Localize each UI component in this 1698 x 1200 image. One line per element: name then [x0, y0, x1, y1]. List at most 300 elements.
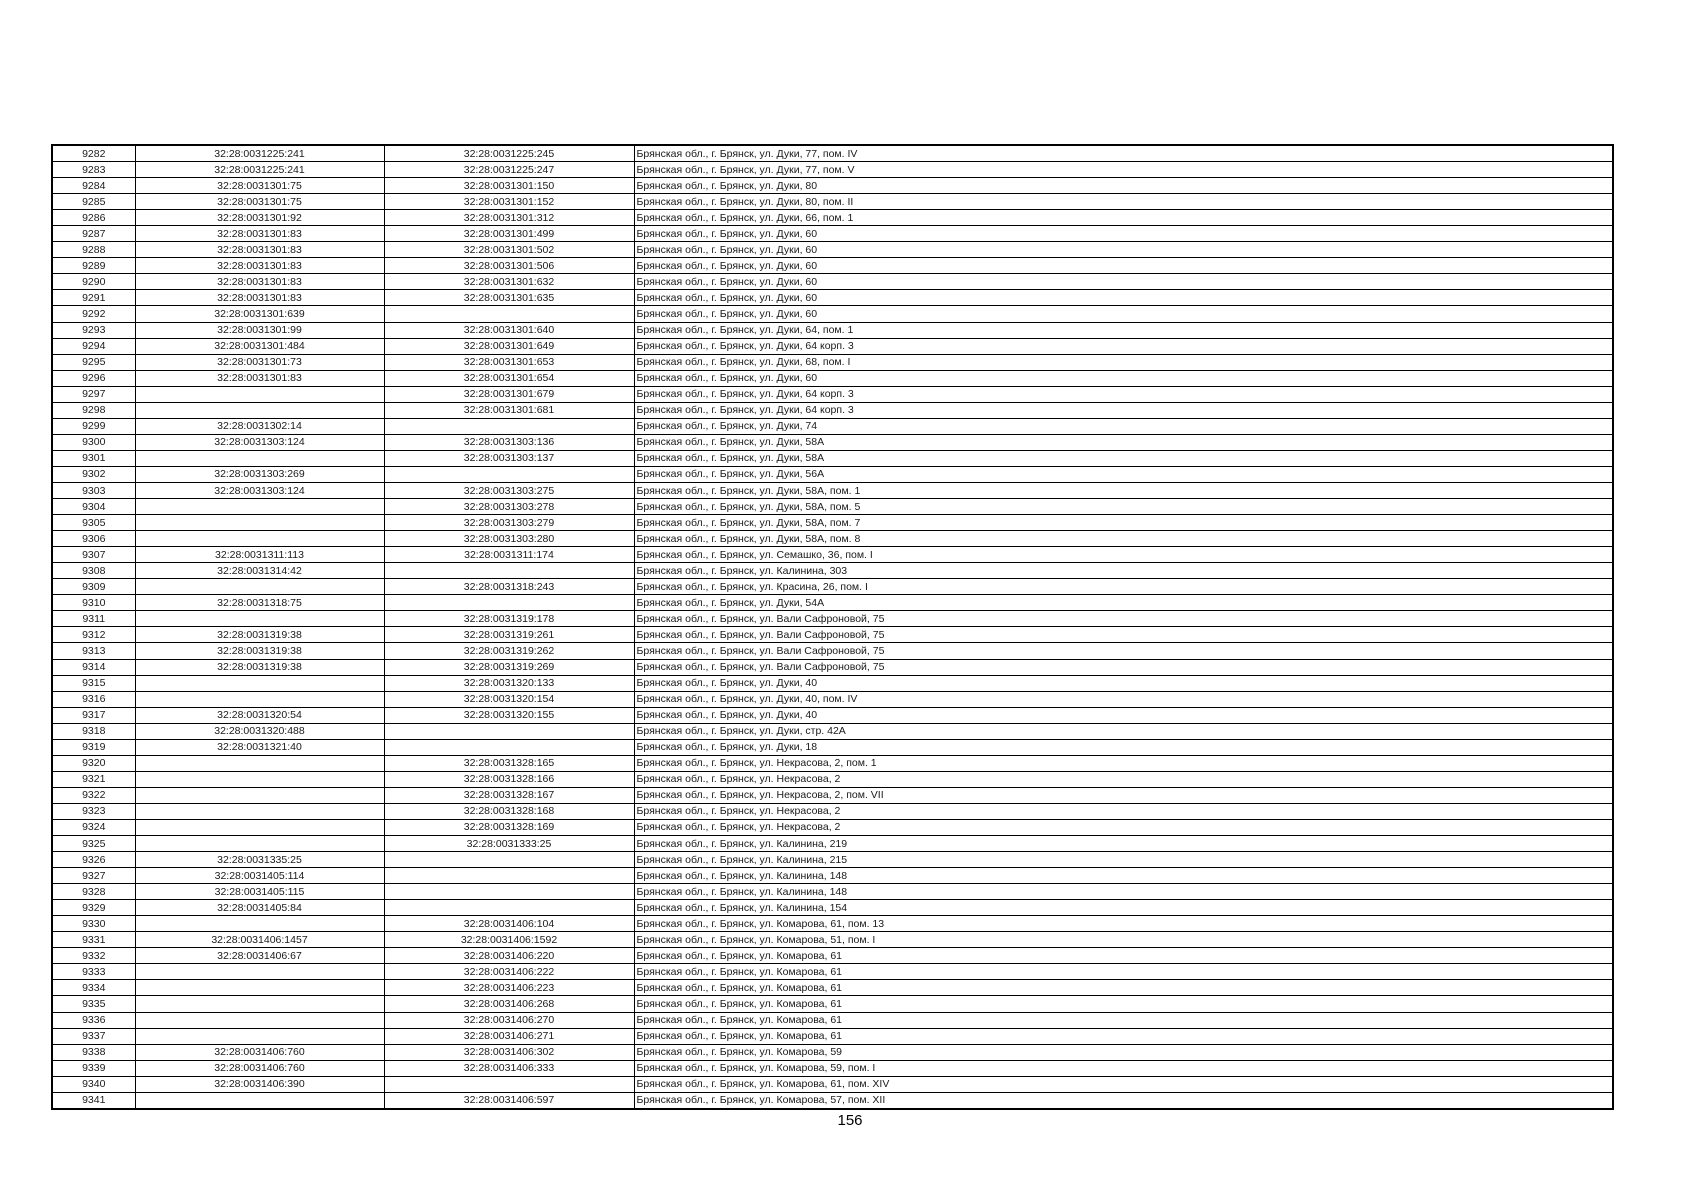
- table-row: [52, 274, 1613, 290]
- cadastral-number-cell: 32:28:0031303:124: [135, 434, 384, 450]
- address-cell: Брянская обл., г. Брянск, ул. Комарова, 61: [634, 996, 1613, 1012]
- cadastral-number-cell: [135, 691, 384, 707]
- address-cell: Брянская обл., г. Брянск, ул. Дуки, 60: [634, 258, 1613, 274]
- table-row: [52, 948, 1613, 964]
- premises-cadastral-number-cell: 32:28:0031311:174: [384, 547, 634, 563]
- row-number-cell: 9315: [52, 675, 135, 691]
- table-row: [52, 450, 1613, 466]
- premises-cadastral-number-cell: 32:28:0031303:279: [384, 515, 634, 531]
- address-cell: Брянская обл., г. Брянск, ул. Комарова, 61: [634, 1012, 1613, 1028]
- premises-cadastral-number-cell: 32:28:0031303:275: [384, 482, 634, 498]
- table-row: [52, 980, 1613, 996]
- row-number-cell: 9299: [52, 418, 135, 434]
- address-cell: Брянская обл., г. Брянск, ул. Комарова, 61: [634, 948, 1613, 964]
- address-cell: Брянская обл., г. Брянск, ул. Дуки, 18: [634, 739, 1613, 755]
- address-cell: Брянская обл., г. Брянск, ул. Дуки, 66, пом. 1: [634, 210, 1613, 226]
- table-row: [52, 226, 1613, 242]
- row-number-cell: 9316: [52, 691, 135, 707]
- cadastral-number-cell: 32:28:0031225:241: [135, 162, 384, 178]
- premises-cadastral-number-cell: 32:28:0031301:502: [384, 242, 634, 258]
- premises-cadastral-number-cell: [384, 900, 634, 916]
- premises-cadastral-number-cell: 32:28:0031320:154: [384, 691, 634, 707]
- row-number-cell: 9308: [52, 563, 135, 579]
- row-number-cell: 9285: [52, 194, 135, 210]
- cadastral-number-cell: [135, 1092, 384, 1109]
- premises-cadastral-number-cell: 32:28:0031406:597: [384, 1092, 634, 1109]
- cadastral-number-cell: [135, 836, 384, 852]
- premises-cadastral-number-cell: 32:28:0031225:245: [384, 145, 634, 162]
- premises-cadastral-number-cell: 32:28:0031319:261: [384, 627, 634, 643]
- address-cell: Брянская обл., г. Брянск, ул. Дуки, 60: [634, 274, 1613, 290]
- row-number-cell: 9296: [52, 370, 135, 386]
- cadastral-number-cell: 32:28:0031301:75: [135, 194, 384, 210]
- address-cell: Брянская обл., г. Брянск, ул. Комарова, 61: [634, 980, 1613, 996]
- cadastral-number-cell: 32:28:0031319:38: [135, 659, 384, 675]
- row-number-cell: 9309: [52, 579, 135, 595]
- address-cell: Брянская обл., г. Брянск, ул. Некрасова, 2, пом. 1: [634, 755, 1613, 771]
- address-cell: Брянская обл., г. Брянск, ул. Некрасова, 2, пом. VII: [634, 787, 1613, 803]
- premises-cadastral-number-cell: 32:28:0031406:104: [384, 916, 634, 932]
- cadastral-number-cell: 32:28:0031406:1457: [135, 932, 384, 948]
- premises-cadastral-number-cell: [384, 595, 634, 611]
- premises-cadastral-number-cell: 32:28:0031301:632: [384, 274, 634, 290]
- row-number-cell: 9305: [52, 515, 135, 531]
- table-row: [52, 771, 1613, 787]
- row-number-cell: 9290: [52, 274, 135, 290]
- table-row: [52, 1076, 1613, 1092]
- cadastral-number-cell: 32:28:0031301:83: [135, 258, 384, 274]
- address-cell: Брянская обл., г. Брянск, ул. Комарова, 61, пом. XIV: [634, 1076, 1613, 1092]
- row-number-cell: 9340: [52, 1076, 135, 1092]
- cadastral-number-cell: 32:28:0031320:488: [135, 723, 384, 739]
- premises-cadastral-number-cell: [384, 739, 634, 755]
- premises-cadastral-number-cell: 32:28:0031328:166: [384, 771, 634, 787]
- premises-cadastral-number-cell: 32:28:0031301:640: [384, 322, 634, 338]
- table-row: [52, 563, 1613, 579]
- table-row: [52, 338, 1613, 354]
- row-number-cell: 9302: [52, 466, 135, 482]
- address-cell: Брянская обл., г. Брянск, ул. Некрасова, 2: [634, 803, 1613, 819]
- table-row: [52, 290, 1613, 306]
- premises-cadastral-number-cell: 32:28:0031406:271: [384, 1028, 634, 1044]
- row-number-cell: 9291: [52, 290, 135, 306]
- row-number-cell: 9318: [52, 723, 135, 739]
- cadastral-number-cell: 32:28:0031335:25: [135, 852, 384, 868]
- premises-cadastral-number-cell: [384, 466, 634, 482]
- row-number-cell: 9289: [52, 258, 135, 274]
- table-row: [52, 242, 1613, 258]
- table-row: [52, 836, 1613, 852]
- table-row: [52, 900, 1613, 916]
- premises-cadastral-number-cell: 32:28:0031301:150: [384, 178, 634, 194]
- table-row: [52, 258, 1613, 274]
- row-number-cell: 9298: [52, 402, 135, 418]
- cadastral-number-cell: 32:28:0031311:113: [135, 547, 384, 563]
- address-cell: Брянская обл., г. Брянск, ул. Дуки, 60: [634, 306, 1613, 322]
- premises-cadastral-number-cell: 32:28:0031303:137: [384, 450, 634, 466]
- row-number-cell: 9287: [52, 226, 135, 242]
- table-row: [52, 482, 1613, 498]
- premises-cadastral-number-cell: 32:28:0031301:654: [384, 370, 634, 386]
- row-number-cell: 9339: [52, 1060, 135, 1076]
- table-row: [52, 418, 1613, 434]
- cadastral-number-cell: 32:28:0031302:14: [135, 418, 384, 434]
- table-row: [52, 739, 1613, 755]
- premises-cadastral-number-cell: 32:28:0031303:278: [384, 499, 634, 515]
- address-cell: Брянская обл., г. Брянск, ул. Вали Сафроновой, 75: [634, 659, 1613, 675]
- premises-cadastral-number-cell: 32:28:0031328:169: [384, 819, 634, 835]
- row-number-cell: 9301: [52, 450, 135, 466]
- address-cell: Брянская обл., г. Брянск, ул. Калинина, 148: [634, 868, 1613, 884]
- address-cell: Брянская обл., г. Брянск, ул. Вали Сафроновой, 75: [634, 611, 1613, 627]
- premises-cadastral-number-cell: 32:28:0031328:167: [384, 787, 634, 803]
- row-number-cell: 9283: [52, 162, 135, 178]
- premises-cadastral-number-cell: [384, 868, 634, 884]
- cadastral-number-cell: 32:28:0031301:83: [135, 370, 384, 386]
- premises-cadastral-number-cell: 32:28:0031225:247: [384, 162, 634, 178]
- cadastral-number-cell: [135, 386, 384, 402]
- row-number-cell: 9325: [52, 836, 135, 852]
- row-number-cell: 9338: [52, 1044, 135, 1060]
- address-cell: Брянская обл., г. Брянск, ул. Дуки, 58А, пом. 1: [634, 482, 1613, 498]
- premises-cadastral-number-cell: 32:28:0031320:155: [384, 707, 634, 723]
- cadastral-number-cell: [135, 980, 384, 996]
- table-row: [52, 402, 1613, 418]
- premises-cadastral-number-cell: 32:28:0031301:635: [384, 290, 634, 306]
- cadastral-number-cell: [135, 531, 384, 547]
- cadastral-number-cell: 32:28:0031303:269: [135, 466, 384, 482]
- cadastral-number-cell: [135, 1028, 384, 1044]
- table-row: [52, 162, 1613, 178]
- address-cell: Брянская обл., г. Брянск, ул. Калинина, 154: [634, 900, 1613, 916]
- row-number-cell: 9314: [52, 659, 135, 675]
- table-row: [52, 787, 1613, 803]
- premises-cadastral-number-cell: [384, 852, 634, 868]
- row-number-cell: 9327: [52, 868, 135, 884]
- row-number-cell: 9304: [52, 499, 135, 515]
- cadastral-number-cell: [135, 402, 384, 418]
- address-cell: Брянская обл., г. Брянск, ул. Дуки, стр. 42А: [634, 723, 1613, 739]
- cadastral-number-cell: 32:28:0031321:40: [135, 739, 384, 755]
- row-number-cell: 9293: [52, 322, 135, 338]
- address-cell: Брянская обл., г. Брянск, ул. Некрасова, 2: [634, 771, 1613, 787]
- table-row: [52, 707, 1613, 723]
- address-cell: Брянская обл., г. Брянск, ул. Комарова, 61: [634, 1028, 1613, 1044]
- table-row: [52, 916, 1613, 932]
- row-number-cell: 9324: [52, 819, 135, 835]
- premises-cadastral-number-cell: 32:28:0031318:243: [384, 579, 634, 595]
- row-number-cell: 9330: [52, 916, 135, 932]
- table-row: [52, 627, 1613, 643]
- cadastral-number-cell: 32:28:0031405:114: [135, 868, 384, 884]
- premises-cadastral-number-cell: 32:28:0031406:220: [384, 948, 634, 964]
- premises-cadastral-number-cell: [384, 563, 634, 579]
- row-number-cell: 9331: [52, 932, 135, 948]
- row-number-cell: 9312: [52, 627, 135, 643]
- table-row: [52, 547, 1613, 563]
- cadastral-number-cell: 32:28:0031319:38: [135, 627, 384, 643]
- table-row: [52, 386, 1613, 402]
- row-number-cell: 9332: [52, 948, 135, 964]
- cadastral-number-cell: [135, 755, 384, 771]
- table-row: [52, 515, 1613, 531]
- row-number-cell: 9317: [52, 707, 135, 723]
- premises-cadastral-number-cell: 32:28:0031319:262: [384, 643, 634, 659]
- cadastral-number-cell: [135, 579, 384, 595]
- address-cell: Брянская обл., г. Брянск, ул. Дуки, 77, пом. IV: [634, 145, 1613, 162]
- premises-cadastral-number-cell: 32:28:0031319:178: [384, 611, 634, 627]
- cadastral-number-cell: [135, 819, 384, 835]
- cadastral-number-cell: 32:28:0031406:760: [135, 1060, 384, 1076]
- address-cell: Брянская обл., г. Брянск, ул. Дуки, 58А: [634, 450, 1613, 466]
- row-number-cell: 9300: [52, 434, 135, 450]
- address-cell: Брянская обл., г. Брянск, ул. Дуки, 40: [634, 707, 1613, 723]
- cadastral-number-cell: 32:28:0031301:75: [135, 178, 384, 194]
- premises-cadastral-number-cell: 32:28:0031301:679: [384, 386, 634, 402]
- table-row: [52, 964, 1613, 980]
- premises-cadastral-number-cell: [384, 884, 634, 900]
- address-cell: Брянская обл., г. Брянск, ул. Дуки, 60: [634, 242, 1613, 258]
- page-number: 156: [837, 1112, 863, 1129]
- table-row: [52, 178, 1613, 194]
- premises-cadastral-number-cell: 32:28:0031301:152: [384, 194, 634, 210]
- premises-cadastral-number-cell: 32:28:0031406:1592: [384, 932, 634, 948]
- premises-cadastral-number-cell: [384, 723, 634, 739]
- premises-cadastral-number-cell: 32:28:0031301:681: [384, 402, 634, 418]
- premises-cadastral-number-cell: 32:28:0031406:268: [384, 996, 634, 1012]
- cadastral-number-cell: [135, 1012, 384, 1028]
- cadastral-number-cell: 32:28:0031301:484: [135, 338, 384, 354]
- row-number-cell: 9322: [52, 787, 135, 803]
- registry-table: [51, 144, 1614, 1110]
- premises-cadastral-number-cell: 32:28:0031319:269: [384, 659, 634, 675]
- row-number-cell: 9321: [52, 771, 135, 787]
- cadastral-number-cell: [135, 787, 384, 803]
- address-cell: Брянская обл., г. Брянск, ул. Дуки, 60: [634, 370, 1613, 386]
- cadastral-number-cell: 32:28:0031301:83: [135, 242, 384, 258]
- cadastral-number-cell: 32:28:0031405:115: [135, 884, 384, 900]
- registry-table-body: [52, 145, 1613, 1109]
- premises-cadastral-number-cell: 32:28:0031406:270: [384, 1012, 634, 1028]
- address-cell: Брянская обл., г. Брянск, ул. Дуки, 74: [634, 418, 1613, 434]
- premises-cadastral-number-cell: 32:28:0031301:312: [384, 210, 634, 226]
- table-row: [52, 659, 1613, 675]
- table-row: [52, 675, 1613, 691]
- cadastral-number-cell: 32:28:0031225:241: [135, 145, 384, 162]
- address-cell: Брянская обл., г. Брянск, ул. Дуки, 60: [634, 290, 1613, 306]
- row-number-cell: 9320: [52, 755, 135, 771]
- table-row: [52, 1092, 1613, 1109]
- premises-cadastral-number-cell: 32:28:0031301:653: [384, 354, 634, 370]
- row-number-cell: 9306: [52, 531, 135, 547]
- cadastral-number-cell: [135, 916, 384, 932]
- cadastral-number-cell: 32:28:0031318:75: [135, 595, 384, 611]
- row-number-cell: 9335: [52, 996, 135, 1012]
- cadastral-number-cell: [135, 499, 384, 515]
- table-row: [52, 595, 1613, 611]
- address-cell: Брянская обл., г. Брянск, ул. Дуки, 60: [634, 226, 1613, 242]
- address-cell: Брянская обл., г. Брянск, ул. Калинина, 148: [634, 884, 1613, 900]
- cadastral-number-cell: 32:28:0031301:92: [135, 210, 384, 226]
- premises-cadastral-number-cell: 32:28:0031301:649: [384, 338, 634, 354]
- address-cell: Брянская обл., г. Брянск, ул. Дуки, 77, пом. V: [634, 162, 1613, 178]
- cadastral-number-cell: [135, 450, 384, 466]
- table-row: [52, 354, 1613, 370]
- table-row: [52, 723, 1613, 739]
- cadastral-number-cell: [135, 611, 384, 627]
- cadastral-number-cell: 32:28:0031303:124: [135, 482, 384, 498]
- row-number-cell: 9303: [52, 482, 135, 498]
- row-number-cell: 9307: [52, 547, 135, 563]
- address-cell: Брянская обл., г. Брянск, ул. Дуки, 56А: [634, 466, 1613, 482]
- row-number-cell: 9294: [52, 338, 135, 354]
- address-cell: Брянская обл., г. Брянск, ул. Комарова, 59: [634, 1044, 1613, 1060]
- address-cell: Брянская обл., г. Брянск, ул. Дуки, 40, пом. IV: [634, 691, 1613, 707]
- table-row: [52, 194, 1613, 210]
- cadastral-number-cell: 32:28:0031301:639: [135, 306, 384, 322]
- address-cell: Брянская обл., г. Брянск, ул. Дуки, 80, пом. II: [634, 194, 1613, 210]
- table-row: [52, 1044, 1613, 1060]
- premises-cadastral-number-cell: 32:28:0031406:302: [384, 1044, 634, 1060]
- premises-cadastral-number-cell: 32:28:0031406:222: [384, 964, 634, 980]
- address-cell: Брянская обл., г. Брянск, ул. Комарова, 61, пом. 13: [634, 916, 1613, 932]
- address-cell: Брянская обл., г. Брянск, ул. Комарова, 59, пом. I: [634, 1060, 1613, 1076]
- address-cell: Брянская обл., г. Брянск, ул. Дуки, 54А: [634, 595, 1613, 611]
- premises-cadastral-number-cell: 32:28:0031406:223: [384, 980, 634, 996]
- address-cell: Брянская обл., г. Брянск, ул. Дуки, 64 корп. 3: [634, 338, 1613, 354]
- table-row: [52, 579, 1613, 595]
- table-row: [52, 852, 1613, 868]
- table-row: [52, 611, 1613, 627]
- table-row: [52, 691, 1613, 707]
- table-row: [52, 531, 1613, 547]
- row-number-cell: 9284: [52, 178, 135, 194]
- cadastral-number-cell: 32:28:0031319:38: [135, 643, 384, 659]
- row-number-cell: 9295: [52, 354, 135, 370]
- cadastral-number-cell: 32:28:0031301:83: [135, 274, 384, 290]
- premises-cadastral-number-cell: 32:28:0031303:136: [384, 434, 634, 450]
- row-number-cell: 9328: [52, 884, 135, 900]
- cadastral-number-cell: 32:28:0031301:73: [135, 354, 384, 370]
- address-cell: Брянская обл., г. Брянск, ул. Дуки, 80: [634, 178, 1613, 194]
- address-cell: Брянская обл., г. Брянск, ул. Красина, 26, пом. I: [634, 579, 1613, 595]
- address-cell: Брянская обл., г. Брянск, ул. Дуки, 58А, пом. 7: [634, 515, 1613, 531]
- address-cell: Брянская обл., г. Брянск, ул. Дуки, 58А, пом. 8: [634, 531, 1613, 547]
- row-number-cell: 9311: [52, 611, 135, 627]
- cadastral-number-cell: 32:28:0031320:54: [135, 707, 384, 723]
- address-cell: Брянская обл., г. Брянск, ул. Комарова, 51, пом. I: [634, 932, 1613, 948]
- address-cell: Брянская обл., г. Брянск, ул. Дуки, 64 корп. 3: [634, 402, 1613, 418]
- address-cell: Брянская обл., г. Брянск, ул. Вали Сафроновой, 75: [634, 643, 1613, 659]
- row-number-cell: 9341: [52, 1092, 135, 1109]
- row-number-cell: 9292: [52, 306, 135, 322]
- address-cell: Брянская обл., г. Брянск, ул. Семашко, 36, пом. I: [634, 547, 1613, 563]
- address-cell: Брянская обл., г. Брянск, ул. Дуки, 40: [634, 675, 1613, 691]
- row-number-cell: 9286: [52, 210, 135, 226]
- cadastral-number-cell: [135, 964, 384, 980]
- cadastral-number-cell: 32:28:0031301:83: [135, 290, 384, 306]
- premises-cadastral-number-cell: 32:28:0031301:499: [384, 226, 634, 242]
- table-row: [52, 1012, 1613, 1028]
- table-row: [52, 466, 1613, 482]
- cadastral-number-cell: [135, 803, 384, 819]
- table-row: [52, 868, 1613, 884]
- premises-cadastral-number-cell: [384, 418, 634, 434]
- table-row: [52, 755, 1613, 771]
- premises-cadastral-number-cell: 32:28:0031406:333: [384, 1060, 634, 1076]
- cadastral-number-cell: 32:28:0031406:67: [135, 948, 384, 964]
- cadastral-number-cell: [135, 996, 384, 1012]
- address-cell: Брянская обл., г. Брянск, ул. Калинина, 303: [634, 563, 1613, 579]
- premises-cadastral-number-cell: 32:28:0031303:280: [384, 531, 634, 547]
- table-row: [52, 884, 1613, 900]
- address-cell: Брянская обл., г. Брянск, ул. Комарова, 61: [634, 964, 1613, 980]
- table-row: [52, 210, 1613, 226]
- table-row: [52, 322, 1613, 338]
- table-row: [52, 819, 1613, 835]
- row-number-cell: 9297: [52, 386, 135, 402]
- row-number-cell: 9336: [52, 1012, 135, 1028]
- address-cell: Брянская обл., г. Брянск, ул. Калинина, 219: [634, 836, 1613, 852]
- address-cell: Брянская обл., г. Брянск, ул. Дуки, 68, пом. I: [634, 354, 1613, 370]
- table-row: [52, 932, 1613, 948]
- premises-cadastral-number-cell: 32:28:0031328:168: [384, 803, 634, 819]
- premises-cadastral-number-cell: 32:28:0031320:133: [384, 675, 634, 691]
- table-row: [52, 643, 1613, 659]
- cadastral-number-cell: 32:28:0031314:42: [135, 563, 384, 579]
- address-cell: Брянская обл., г. Брянск, ул. Дуки, 58А: [634, 434, 1613, 450]
- cadastral-number-cell: 32:28:0031405:84: [135, 900, 384, 916]
- address-cell: Брянская обл., г. Брянск, ул. Дуки, 64 корп. 3: [634, 386, 1613, 402]
- premises-cadastral-number-cell: 32:28:0031333:25: [384, 836, 634, 852]
- cadastral-number-cell: 32:28:0031301:83: [135, 226, 384, 242]
- cadastral-number-cell: 32:28:0031406:760: [135, 1044, 384, 1060]
- table-row: [52, 306, 1613, 322]
- cadastral-number-cell: [135, 675, 384, 691]
- table-row: [52, 434, 1613, 450]
- table-row: [52, 1060, 1613, 1076]
- row-number-cell: 9326: [52, 852, 135, 868]
- row-number-cell: 9282: [52, 145, 135, 162]
- premises-cadastral-number-cell: [384, 1076, 634, 1092]
- cadastral-number-cell: [135, 515, 384, 531]
- table-row: [52, 499, 1613, 515]
- cadastral-number-cell: 32:28:0031406:390: [135, 1076, 384, 1092]
- address-cell: Брянская обл., г. Брянск, ул. Калинина, 215: [634, 852, 1613, 868]
- address-cell: Брянская обл., г. Брянск, ул. Некрасова, 2: [634, 819, 1613, 835]
- premises-cadastral-number-cell: [384, 306, 634, 322]
- address-cell: Брянская обл., г. Брянск, ул. Комарова, 57, пом. XII: [634, 1092, 1613, 1109]
- table-row: [52, 145, 1613, 162]
- premises-cadastral-number-cell: 32:28:0031328:165: [384, 755, 634, 771]
- address-cell: Брянская обл., г. Брянск, ул. Дуки, 64, пом. 1: [634, 322, 1613, 338]
- table-row: [52, 370, 1613, 386]
- row-number-cell: 9310: [52, 595, 135, 611]
- table-row: [52, 1028, 1613, 1044]
- cadastral-number-cell: 32:28:0031301:99: [135, 322, 384, 338]
- address-cell: Брянская обл., г. Брянск, ул. Вали Сафроновой, 75: [634, 627, 1613, 643]
- row-number-cell: 9288: [52, 242, 135, 258]
- row-number-cell: 9323: [52, 803, 135, 819]
- table-row: [52, 803, 1613, 819]
- table-row: [52, 996, 1613, 1012]
- cadastral-number-cell: [135, 771, 384, 787]
- row-number-cell: 9333: [52, 964, 135, 980]
- row-number-cell: 9319: [52, 739, 135, 755]
- address-cell: Брянская обл., г. Брянск, ул. Дуки, 58А, пом. 5: [634, 499, 1613, 515]
- premises-cadastral-number-cell: 32:28:0031301:506: [384, 258, 634, 274]
- row-number-cell: 9334: [52, 980, 135, 996]
